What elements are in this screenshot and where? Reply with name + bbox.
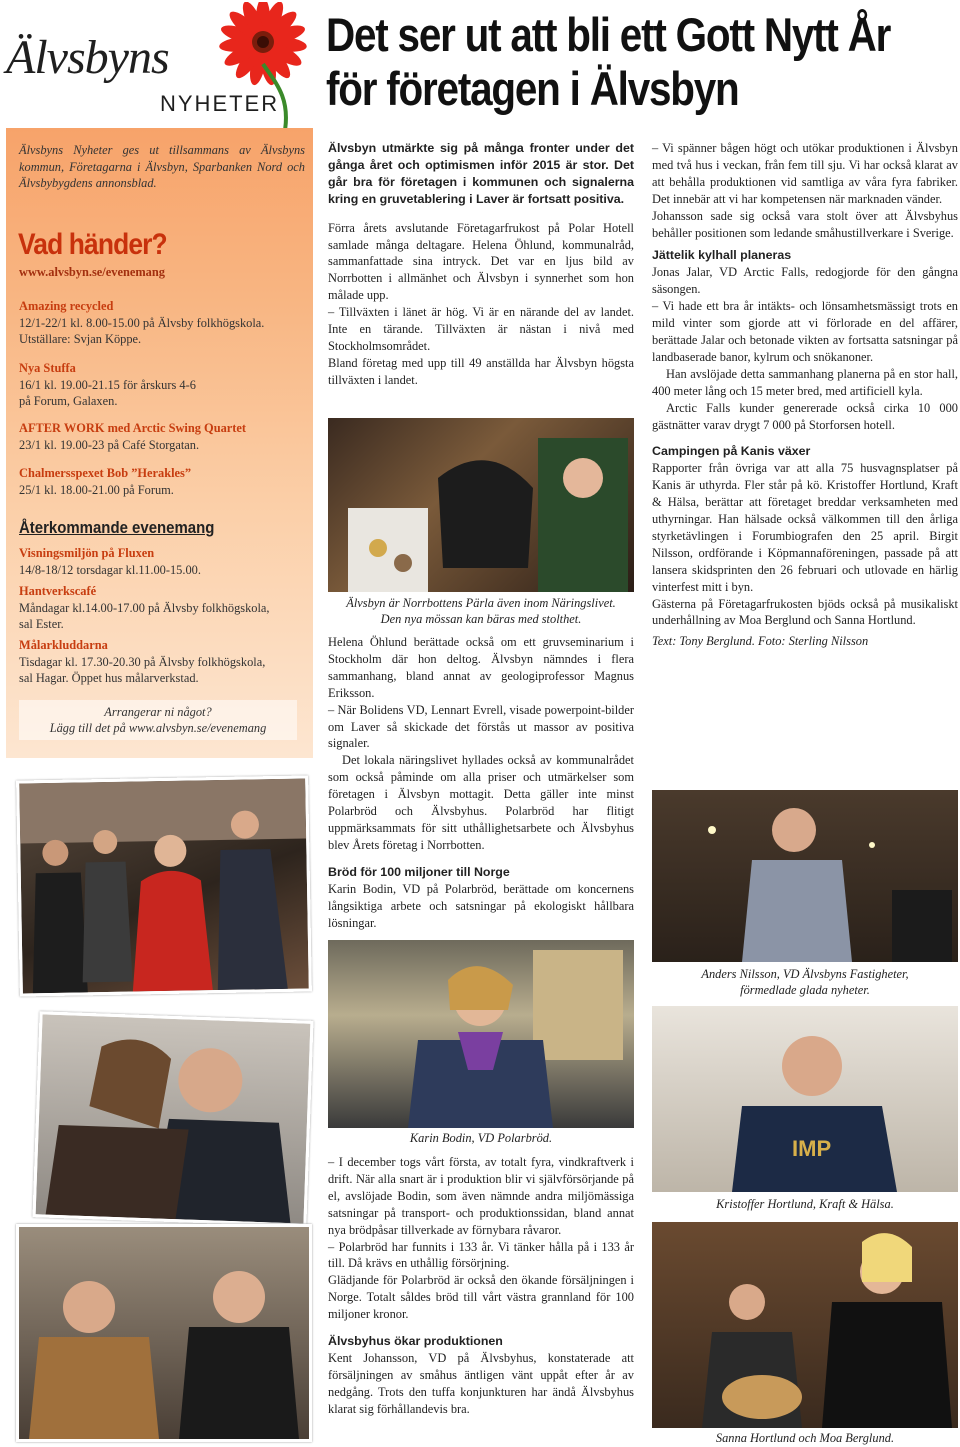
beanie-photo-caption: [328, 595, 634, 627]
byline: Text: Tony Berglund. Foto: Sterling Nilsson: [652, 634, 869, 649]
event-line: på Forum, Galaxen.: [19, 394, 118, 408]
article-paragraph: Gästerna på Företagarfrukosten bjöds också på musikaliskt underhållning av Moa Berglund och Sanna Hortlund.: [652, 596, 958, 628]
photo-kristoffer-hortlund: [652, 1006, 958, 1192]
article-paragraph: Förra årets avslutande Företagarfrukost på Polar Hotell samlade många deltagare. Helena Öhlund, kommunalråd, sammanfattade sina intryck. Det var en ljus bild av Norrbotten i allmänhet och Älvsbyn i synnerhet som hon målade upp.: [328, 220, 634, 303]
headline-line-1: Det ser ut att bli ett Gott Nytt År: [326, 8, 891, 61]
photo-karin-bodin: [328, 940, 634, 1128]
event-title: Hantverkscafé: [19, 584, 97, 598]
karin-photo-caption: Karin Bodin, VD Polarbröd.: [409, 1131, 553, 1145]
photo-anders-nilsson: [652, 790, 958, 962]
event-line: sal Ester.: [19, 617, 64, 631]
article-paragraph: – Polarbröd har funnits i 133 år. Vi tänker hålla på i 133 år till. Då krävs en uthållig försörjning.: [328, 1239, 634, 1271]
headline-line-2: för företagen i Älvsbyn: [326, 62, 739, 115]
event-item: [19, 465, 305, 498]
photo-sanna-moa: [652, 1222, 958, 1428]
caption-line: Den nya mössan kan bäras med stolthet.: [380, 612, 582, 626]
event-line: 16/1 kl. 19.00-21.15 för årskurs 4-6: [19, 377, 196, 392]
event-line: Tisdagar kl. 17.30-20.30 på Älvsby folkhögskola,: [19, 654, 266, 669]
event-line: Utställare: Svjan Köppe.: [19, 332, 142, 346]
article-column-2-middle: [328, 634, 634, 931]
photo-two-women: [16, 1224, 312, 1442]
people-photo-icon: [36, 1014, 311, 1223]
event-item: [19, 583, 305, 633]
people-photo-icon: [19, 779, 309, 994]
event-title: Visningsmiljön på Fluxen: [19, 546, 155, 560]
people-photo-icon: [652, 790, 958, 962]
headline: [326, 8, 891, 116]
article-paragraph: Rapporter från övriga var att alla 75 husvagnsplatser på Kanis är uthyrda. Fler står på kö. Kristoffer Hortlund, Kraft & Hälsa, berättar att företaget breddar verksamheten med uthyrningar. Han hälsade också välkommen till den årliga styrketävlingen i Forumbiografen den 25 april. Birgit Nilsson, ordförande i Köpmannaföreningen, passade på att lansera skidsprinten den 26 februari och utlovade en härlig vinterfest mitt i byn.: [652, 461, 958, 594]
svg-text:IMP: IMP: [792, 1136, 832, 1161]
photo-hug: [32, 1011, 313, 1226]
event-line: 23/1 kl. 19.00-23 på Café Storgatan.: [19, 437, 200, 452]
event-title: Chalmersspexet Bob ”Herakles”: [19, 466, 192, 480]
event-line: 12/1-22/1 kl. 8.00-15.00 på Älvsby folkhögskola.: [19, 315, 265, 330]
article-paragraph: – Vi spänner bågen högt och utökar produktionen i Älvsbyn med två hus i veckan, från fem till sju. Vi har också klarat av att behålla produktionen vid samtliga av våra fyra fabriker. Det innebär att vi har kompetensen när marknaden vänder.: [652, 141, 958, 206]
event-line: 25/1 kl. 18.00-21.00 på Forum.: [19, 482, 174, 497]
people-photo-icon: [328, 418, 634, 592]
article-paragraph: Arctic Falls kunder genererade också cirka 10 000 gästnätter varav drygt 7 000 på Storforsen hotell.: [652, 400, 958, 432]
article-paragraph: Bland företag med upp till 49 anställda har Älvsbyn högsta tillväxten i landet.: [328, 355, 634, 387]
event-title: AFTER WORK med Arctic Swing Quartet: [19, 421, 247, 435]
caption-line: förmedlade glada nyheter.: [740, 983, 870, 997]
event-item: [19, 545, 305, 578]
article-paragraph: Helena Öhlund berättade också om ett gruvseminarium i Stockholm där hon deltog. Älvsbyn nämndes i flera sammanhang, bland annat av geologiprofessor Magnus Eriksson.: [328, 635, 634, 700]
article-column-3: [652, 140, 958, 650]
event-line: 14/8-18/12 torsdagar kl.11.00-15.00.: [19, 562, 201, 577]
cta-line: Lägg till det på www.alvsbyn.se/evenemang: [49, 721, 267, 735]
event-title: Nya Stuffa: [19, 361, 76, 375]
subheading-kylhall: Jättelik kylhall planeras: [652, 248, 792, 263]
article-paragraph: Glädjande för Polarbröd är också den ökande försäljningen i Norge. Totalt såldes bröd till vårt västra grannland för 100 miljoner kronor.: [328, 1273, 634, 1322]
event-line: sal Hagar. Öppet hus målarverkstad.: [19, 671, 199, 685]
article-paragraph: – När Bolidens VD, Lennart Evrell, visade powerpoint-bilder om Laver så skickade det förstås ut massor av positiva signaler.: [328, 702, 634, 751]
article-column-2-bottom: [328, 1154, 634, 1418]
events-url[interactable]: www.alvsbyn.se/evenemang: [19, 265, 165, 279]
article-paragraph: Johansson sade sig också vara stolt över att Älvsbyhus behåller positionen som ledande småhustillverkare i Sverige.: [652, 208, 958, 240]
photo-alvsbyn-beanie: [328, 418, 634, 592]
event-item: [19, 298, 305, 348]
masthead: [0, 0, 315, 128]
cta-line: Arrangerar ni något?: [104, 705, 212, 719]
brand-script-wordmark: Älvsbyns: [6, 31, 169, 84]
article-paragraph: Karin Bodin, VD på Polarbröd, berättade om koncernens långsiktiga arbete och satsningar på ekologiskt hållbara lösningar.: [328, 881, 634, 930]
kristoffer-photo-caption: Kristoffer Hortlund, Kraft & Hälsa.: [716, 1197, 894, 1211]
article-paragraph: Det lokala näringslivet hyllades också av kommunalrådet som också påminde om alla priser och utmärkelser som företagen i Älvsbyn mottagit. Detta gäller inte minst Polarbröd och Älvsbyhus. Polarbröd har flitigt uppmärksammats för sitt uthållighetsarbete och Älvsbyhus blev Årets företag i Norrbotten.: [328, 753, 634, 852]
article-paragraph: – I december togs vårt första, av totalt fyra, vindkraftverk i drift. När alla snart är i produktion blir vi självförsörjande på el, avslöjade Bodin, som även nämnde andra miljömässiga satsningar på transport- och produktionssidan, bland annat nya brödpåsar tillverkade av förnybara råvaror.: [328, 1155, 634, 1237]
event-item: [19, 360, 305, 410]
people-photo-icon: [328, 940, 634, 1128]
subheading-camping: Campingen på Kanis växer: [652, 444, 811, 459]
event-line: Måndagar kl.14.00-17.00 på Älvsby folkhögskola,: [19, 600, 270, 615]
caption-line: Anders Nilsson, VD Älvsbyns Fastigheter,: [701, 967, 909, 981]
photo-networking-crowd: [16, 775, 312, 996]
events-sidebar: [6, 128, 313, 758]
subheading-brod: Bröd för 100 miljoner till Norge: [328, 864, 510, 879]
people-photo-icon: [19, 1227, 309, 1439]
event-item: [19, 637, 305, 687]
people-photo-icon: [652, 1222, 958, 1428]
add-event-callout[interactable]: [19, 700, 297, 740]
article-paragraph: Han avslöjade detta sammanhang planerna på en stor hall, 400 meter lång och 15 meter bred, med artificiell kyla.: [652, 366, 958, 398]
event-title: Målarkluddarna: [19, 638, 108, 652]
sidebar-intro: Älvsbyns Nyheter ges ut tillsammans av Älvsbyns kommun, Företagarna i Älvsbyn, Sparbanken Nord och Älvsbybygdens annonsblad.: [19, 143, 305, 190]
article-lead: Älvsbyn utmärkte sig på många fronter under det gånga året och optimismen inför 2015 är stor. Det går bra för företagen i kommunen och signalerna kring en gruvetablering i Laver är fortsatt positiva.: [328, 141, 634, 206]
anders-photo-caption: [652, 966, 958, 998]
event-title: Amazing recycled: [19, 299, 114, 313]
article-paragraph: – Tillväxten i länet är hög. Vi är en närande del av landet. Inte en tärande. Tillväxten är nästan i nivå med Stockholmsområdet.: [328, 305, 634, 353]
people-photo-icon: [652, 1006, 958, 1192]
article-paragraph: Jonas Jalar, VD Arctic Falls, redogjorde för den gångna säsongen.: [652, 265, 958, 297]
article-column-2-top: [328, 140, 634, 389]
recurring-heading: Återkommande evenemang: [19, 518, 215, 537]
article-paragraph: Kent Johansson, VD på Älvsbyhus, konstaterade att försäljningen av småhus äntligen vänt uppåt efter år av nedgång. Trots den tuffa konjunkturen har ändå Älvsbyhus klarat sig förhållandevis bra.: [328, 1350, 634, 1416]
article-paragraph: – Vi hade ett bra år intäkts- och lönsamhetsmässigt trots en mild vinter som gjorde att vi förlorade en del affärer, berättade Jalar och betonade vikten av fortsatta satsningar på landbaserade banor, kylrum och snökanoner.: [652, 299, 958, 364]
sanna-photo-caption: Sanna Hortlund och Moa Berglund.: [715, 1431, 895, 1445]
sidebar-heading: Vad händer?: [18, 228, 167, 261]
brand-subtitle: NYHETER: [160, 91, 280, 116]
subheading-alvsbyhus: Älvsbyhus ökar produktionen: [328, 1334, 503, 1349]
caption-line: Älvsbyn är Norrbottens Pärla även inom Näringslivet.: [346, 596, 616, 610]
event-item: [19, 420, 305, 453]
